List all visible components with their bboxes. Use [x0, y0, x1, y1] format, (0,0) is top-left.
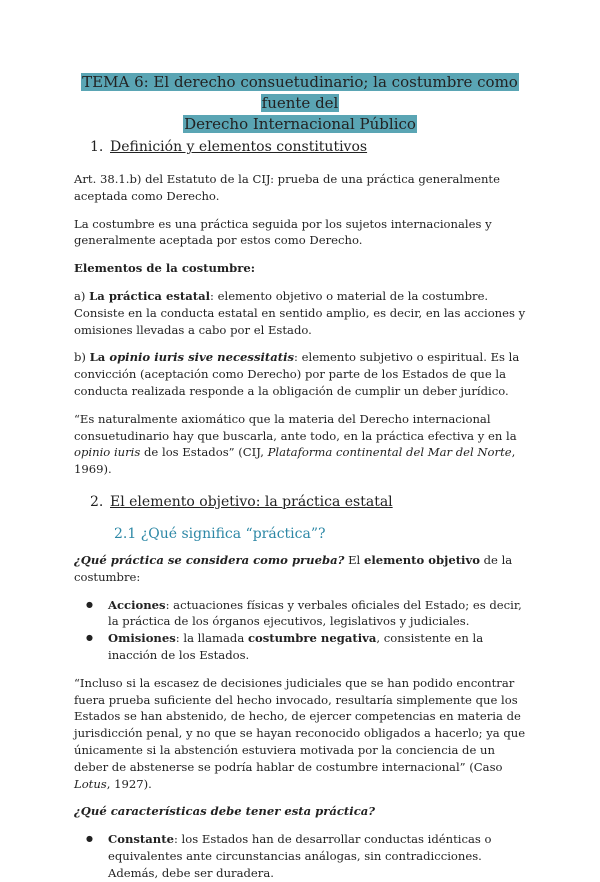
practice-types-list: [74, 597, 526, 664]
paragraph-element-b: [74, 349, 526, 399]
elements-heading: [74, 260, 526, 277]
section-1-heading: [90, 137, 526, 157]
section-1-title: Definición y elementos constitutivos: [110, 139, 368, 155]
section-2-title: El elemento objetivo: la práctica estatal: [110, 493, 393, 510]
question-practice-proof: [74, 552, 526, 586]
section-1-number: 1.: [90, 139, 104, 155]
subsection-2-1-title: ¿Qué significa “práctica”?: [140, 525, 326, 542]
element-a-prefix: a): [74, 288, 90, 303]
list-item-constante-text: : los Estados han de desarrollar conductas idénticas o equivalentes ante circunstancias análogas, sin contradicciones. Además, debe ser duradera.: [108, 832, 492, 880]
quote-lotus-part-b: , 1927).: [106, 776, 152, 791]
list-item-omisiones-text-b: , consistente en la inacción de los Estados.: [108, 631, 484, 662]
question-2-italic: ¿Qué características debe tener esta práctica?: [74, 804, 376, 819]
subsection-2-1-heading: [114, 524, 526, 544]
question-1-italic: ¿Qué práctica se considera como prueba?: [74, 552, 345, 567]
element-a-text: : elemento objetivo o material de la costumbre. Consiste en la conducta estatal en sentido amplio, es decir, en las acciones y omisiones llevadas a cabo por el Estado.: [74, 288, 526, 337]
list-item-constante: [74, 831, 526, 881]
list-item-acciones: [74, 597, 526, 631]
quote-north-sea: [74, 411, 526, 478]
characteristics-list: [74, 831, 526, 881]
paragraph-art-38: Art. 38.1.b) del Estatuto de la CIJ: prueba de una práctica generalmente aceptada como Derecho.: [74, 172, 500, 203]
question-1-bold: elemento objetivo: [363, 552, 480, 567]
list-item-constante-term: Constante: [108, 832, 174, 847]
element-b-term-plain: La: [89, 350, 110, 365]
subsection-2-1-number: 2.1: [114, 525, 137, 542]
quote-north-sea-italic-1: opinio iuris: [74, 445, 141, 460]
elements-heading-text: Elementos de la costumbre:: [74, 261, 256, 276]
title-line-2: Derecho Internacional Público: [184, 115, 416, 133]
quote-north-sea-part-b: de los Estados” (CIJ,: [140, 445, 268, 460]
question-1-mid: El: [344, 552, 364, 567]
section-2-heading: [90, 492, 526, 512]
element-b-text: : elemento subjetivo o espiritual. Es la convicción (aceptación como Derecho) por parte de los Estados de que la conducta realizada responde a la obligación de cumplir un deber jurídico.: [74, 350, 520, 398]
element-a-term: La práctica estatal: [89, 288, 211, 303]
question-characteristics: [74, 803, 526, 820]
title-highlight: [81, 73, 519, 133]
list-item-omisiones: [74, 630, 526, 664]
question-1-end: de la costumbre:: [74, 552, 513, 584]
list-item-omisiones-bold: costumbre negativa: [247, 631, 377, 646]
element-b-prefix: b): [74, 350, 90, 365]
list-item-omisiones-term: Omisiones: [108, 631, 176, 646]
quote-lotus-italic: Lotus: [74, 776, 107, 791]
section-2-number: 2.: [90, 493, 104, 510]
element-b-term-italic: opinio iuris sive necessitatis: [109, 350, 295, 365]
page-title: [74, 0, 526, 135]
quote-north-sea-part-c: , 1969).: [74, 445, 516, 477]
quote-lotus-part-a: “Incluso si la escasez de decisiones judiciales que se han podido encontrar fuera prueba suficiente del hecho invocado, resultaría simplemente que los Estados se han abstenido, de hecho, de ejercer competencias en materia de jurisdicción penal, y no que se hayan reconocido obligados a hacerlo; ya que únicamente si la abstención estuviera motivada por la conciencia de un deber de abstenerse se podría hablar de costumbre internacional” (Caso: [74, 675, 526, 774]
title-line-1: TEMA 6: El derecho consuetudinario; la costumbre como fuente del: [82, 73, 518, 112]
paragraph-definition: La costumbre es una práctica seguida por los sujetos internacionales y generalmente aceptada por estos como Derecho.: [74, 216, 492, 248]
quote-lotus: [74, 675, 526, 793]
list-item-acciones-text: : actuaciones físicas y verbales oficiales del Estado; es decir, la práctica de los órganos ejecutivos, legislativos y judiciales.: [108, 597, 522, 629]
list-item-omisiones-text-a: : la llamada: [175, 631, 248, 646]
quote-north-sea-part-a: “Es naturalmente axiomático que la materia del Derecho internacional consuetudinario hay que buscarla, ante todo, en la práctica efectiva y en la: [74, 411, 517, 443]
quote-north-sea-italic-2: Plataforma continental del Mar del Norte: [267, 445, 512, 460]
paragraph-element-a: [74, 288, 526, 338]
list-item-acciones-term: Acciones: [108, 597, 166, 612]
